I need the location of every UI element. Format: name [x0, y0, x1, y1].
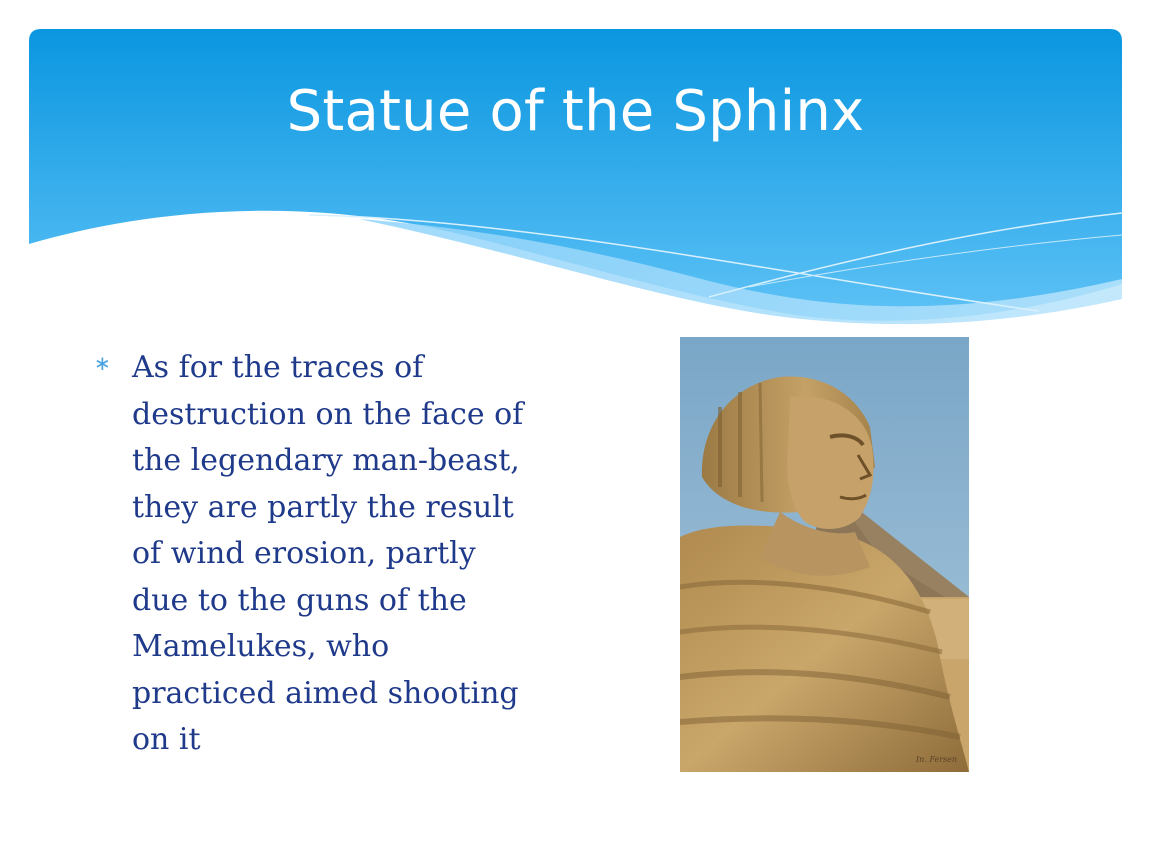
sphinx-photo — [680, 337, 969, 772]
slide-title: Statue of the Sphinx — [286, 79, 865, 144]
photo-signature: In. Fersen — [916, 755, 958, 764]
asterisk-bullet-icon: ∗ — [94, 351, 111, 375]
bullet-text: As for the traces of destruction on the face of the legendary man-beast, they are partly the result of wind erosion, partly due to the guns of the Mamelukes, who practiced aimed shooting on it — [132, 350, 524, 757]
bullet-item — [94, 345, 564, 764]
sphinx-image — [680, 337, 969, 772]
header-banner — [29, 29, 1122, 329]
bullet-list — [94, 345, 564, 764]
wave-banner-graphic — [29, 29, 1122, 329]
